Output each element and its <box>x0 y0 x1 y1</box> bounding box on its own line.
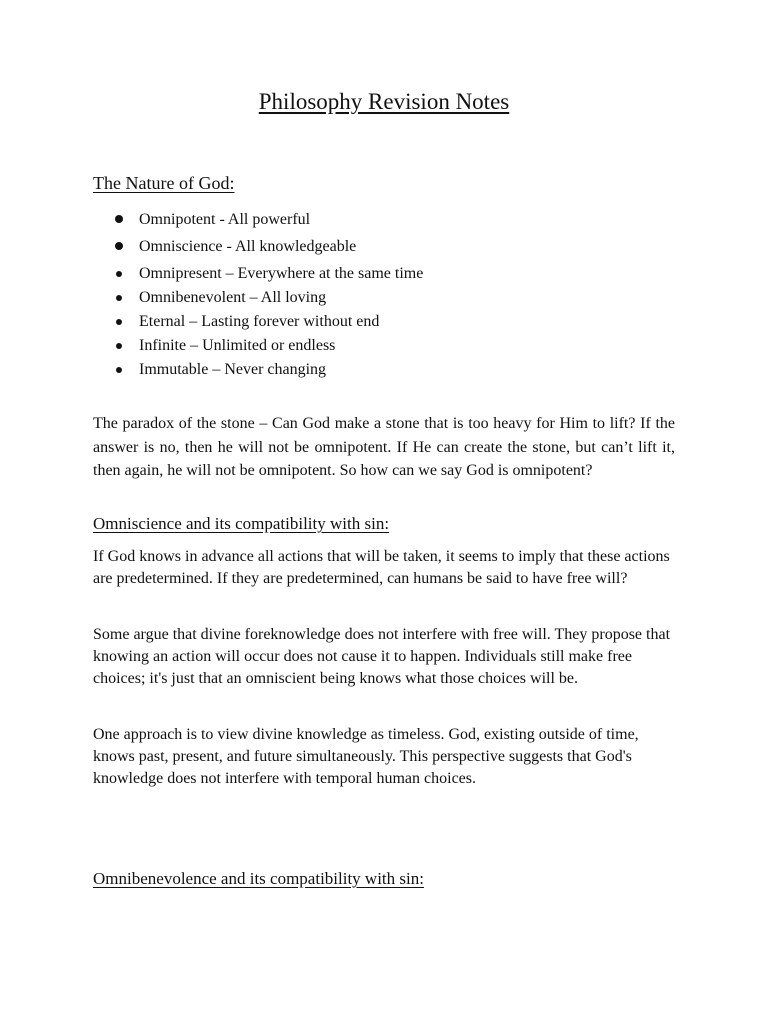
bullet-icon <box>116 319 122 325</box>
stone-paradox-paragraph: The paradox of the stone – Can God make a stone that is too heavy for Him to lift? If the answer is no, then he will not be omnipotent. If He can create the stone, but can’t lift it, then again, he will not be omnipotent. So how can we say God is omnipotent? <box>93 415 675 479</box>
list-item <box>115 358 423 382</box>
list-item-text: Omnipotent - All powerful <box>139 211 311 228</box>
list-item-text: Infinite – Unlimited or endless <box>139 337 336 354</box>
section-heading-nature-of-god: The Nature of God: <box>93 173 235 193</box>
list-item-text: Eternal – Lasting forever without end <box>139 313 380 330</box>
list-item <box>115 286 423 310</box>
free-will-argument-paragraph: Some argue that divine foreknowledge does not interfere with free will. They propose that knowing an action will occur does not cause it to happen. Individuals still make free choices; it's just that an omniscient being knows what those choices will be. <box>93 626 671 687</box>
list-item <box>115 310 423 334</box>
list-item <box>115 235 423 262</box>
bullet-icon <box>116 295 122 301</box>
timeless-knowledge-paragraph: One approach is to view divine knowledge as timeless. God, existing outside of time, knows past, present, and future simultaneously. This perspective suggests that God's knowledge does not interfere with temporal human choices. <box>93 726 639 787</box>
bullet-icon <box>116 367 122 373</box>
bullet-icon <box>116 271 122 277</box>
page-title: Philosophy Revision Notes <box>258 89 510 114</box>
section-heading-omnibenevolence: Omnibenevolence and its compatibility with sin: <box>93 869 424 888</box>
section-heading-omniscience: Omniscience and its compatibility with sin: <box>93 514 390 533</box>
list-item <box>115 334 423 358</box>
bullet-icon <box>115 215 123 223</box>
attributes-list <box>115 208 423 382</box>
list-item-text: Immutable – Never changing <box>139 361 327 378</box>
foreknowledge-paragraph: If God knows in advance all actions that will be taken, it seems to imply that these actions are predetermined. If they are predetermined, can humans be said to have free will? <box>93 548 670 587</box>
bullet-icon <box>116 343 122 349</box>
list-item-text: Omnibenevolent – All loving <box>139 289 327 306</box>
list-item <box>115 262 423 286</box>
list-item-text: Omnipresent – Everywhere at the same time <box>139 265 424 282</box>
bullet-icon <box>115 242 123 250</box>
list-item-text: Omniscience - All knowledgeable <box>139 238 357 255</box>
list-item <box>115 208 423 235</box>
